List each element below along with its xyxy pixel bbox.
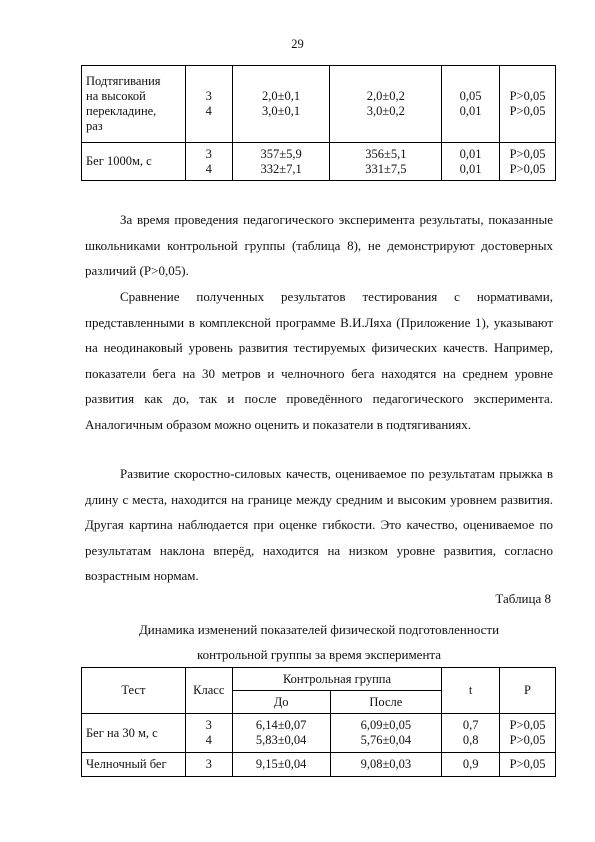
- paragraph-text: Сравнение полученных результатов тестирования с нормативами, представленными в комплексной программе В.И.Ляха (Приложение 1), указывают на неодинаковый уровень развития тестируемых физических качеств. Например, показатели бега на 30 метров и челночного бега находятся на среднем уровне развития как до, так и после проведённого педагогического эксперимента. Аналогичным образом можно оценить и показатели в подтягиваниях.: [85, 289, 553, 432]
- header-t: t: [442, 668, 500, 714]
- after-value: 3,0±0,2: [366, 104, 405, 118]
- header-before: До: [232, 691, 330, 714]
- p-cell: P>0,05: [500, 753, 556, 777]
- table-label: Таблица 8: [495, 591, 551, 606]
- after-value: 331±7,5: [365, 161, 407, 176]
- class-cell: [185, 143, 232, 181]
- header-p: P: [500, 668, 556, 714]
- header-row: [82, 668, 556, 691]
- test-name-cell: Бег на 30 м, с: [82, 714, 186, 753]
- page-number: 29: [291, 37, 304, 51]
- t-cell: [442, 66, 500, 143]
- before-cell: [232, 714, 330, 753]
- paragraph: [85, 284, 553, 437]
- p-cell: [500, 143, 556, 181]
- before-value: 3,0±0,1: [262, 104, 301, 118]
- header-class: Класс: [185, 668, 232, 714]
- test-name-line: раз: [86, 119, 103, 133]
- before-cell: [232, 143, 330, 181]
- p-value: P>0,05: [509, 733, 546, 747]
- after-cell: 9,08±0,03: [330, 753, 442, 777]
- class-value: 4: [205, 104, 212, 118]
- class-cell: 3: [185, 753, 232, 777]
- table-title-line: контрольной группы за время эксперимента: [196, 647, 442, 662]
- table-8: [81, 667, 556, 777]
- paragraph: [85, 207, 553, 284]
- header-after: После: [330, 691, 442, 714]
- class-value: 4: [205, 733, 212, 747]
- paragraph-text: Развитие скоростно-силовых качеств, оцениваемое по результатам прыжка в длину с места, находится на границе между средним и высоким уровнем развития. Другая картина наблюдается при оценке гибкости. Это качество, оцениваемое по результатам наклона вперёд, находится на низком уровне развития, согласно возрастным нормам.: [85, 466, 553, 583]
- test-name-cell: [82, 66, 186, 143]
- class-cell: [185, 714, 232, 753]
- after-value: 2,0±0,2: [366, 89, 405, 103]
- before-value: 2,0±0,1: [262, 89, 301, 103]
- table-row: [82, 66, 556, 143]
- before-value: 332±7,1: [260, 161, 302, 176]
- class-value: 4: [205, 161, 212, 176]
- p-value: P>0,05: [509, 104, 546, 118]
- t-value: 0,7: [462, 718, 479, 732]
- results-table-continued: [81, 65, 556, 181]
- after-cell: [330, 66, 442, 143]
- header-test: Тест: [82, 668, 186, 714]
- p-value: P>0,05: [509, 146, 546, 161]
- table-row: [82, 753, 556, 777]
- after-value: 6,09±0,05: [360, 718, 412, 732]
- test-name-line: перекладине,: [86, 104, 157, 118]
- class-cell: [185, 66, 232, 143]
- t-value: 0,01: [459, 146, 482, 161]
- paragraph-text: За время проведения педагогического эксперимента результаты, показанные школьниками контрольной группы (таблица 8), не демонстрируют достоверных различий (P>0,05).: [85, 212, 553, 278]
- class-value: 3: [205, 89, 212, 103]
- test-name-line: Бег 1000м, с: [86, 154, 152, 168]
- paragraph: [85, 461, 553, 589]
- p-value: P>0,05: [509, 89, 546, 103]
- test-name-line: на высокой: [86, 89, 146, 103]
- t-value: 0,01: [459, 161, 482, 176]
- table-title: [85, 617, 553, 667]
- test-name-line: Подтягивания: [86, 74, 161, 88]
- class-value: 3: [205, 718, 212, 732]
- table-row: [82, 714, 556, 753]
- t-value: 0,05: [459, 89, 482, 103]
- class-value: 3: [205, 146, 212, 161]
- p-value: P>0,05: [509, 718, 546, 732]
- p-value: P>0,05: [509, 161, 546, 176]
- before-cell: 9,15±0,04: [232, 753, 330, 777]
- header-control-group: Контрольная группа: [232, 668, 442, 691]
- after-cell: [330, 714, 442, 753]
- before-value: 6,14±0,07: [255, 718, 307, 732]
- before-value: 5,83±0,04: [255, 733, 307, 747]
- t-cell: 0,9: [442, 753, 500, 777]
- after-value: 5,76±0,04: [360, 733, 412, 747]
- test-name-cell: Челночный бег: [82, 753, 186, 777]
- t-value: 0,8: [462, 733, 479, 747]
- table-row: [82, 143, 556, 181]
- test-name-cell: [82, 143, 186, 181]
- before-cell: [232, 66, 330, 143]
- table-title-line: Динамика изменений показателей физической подготовленности: [138, 622, 500, 637]
- after-cell: [330, 143, 442, 181]
- p-cell: [500, 714, 556, 753]
- p-cell: [500, 66, 556, 143]
- after-value: 356±5,1: [365, 146, 407, 161]
- before-value: 357±5,9: [260, 146, 302, 161]
- t-value: 0,01: [459, 104, 482, 118]
- t-cell: [442, 143, 500, 181]
- t-cell: [442, 714, 500, 753]
